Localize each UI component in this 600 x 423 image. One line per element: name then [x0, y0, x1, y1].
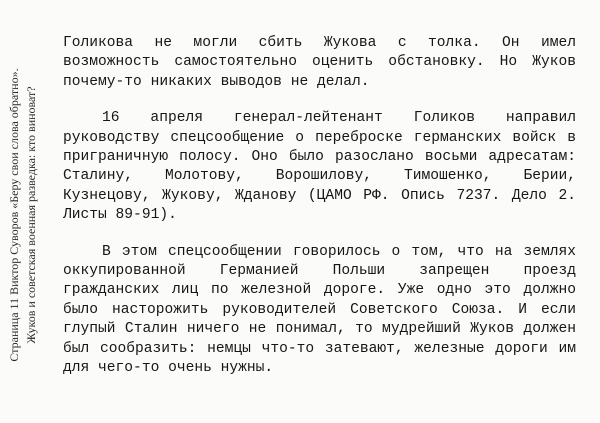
paragraph-2: 16 апреля генерал-лейтенант Голиков направил руководству спецсообщение о переброске германских войск в приграничную полосу. Оно было разослано восьми адресатам: Сталину, Молотову, Ворошилову, Тимошенко, Берии, Кузнецову, Жукову, Жданову (ЦАМО РФ. Опись 7237. Дело 2. Листы 89-91). — [63, 110, 576, 224]
running-header-line-2: Жуков и советская военная разведка: кто виноват? — [24, 86, 38, 344]
body-text — [63, 34, 576, 379]
paragraph-1: Голикова не могли сбить Жукова с толка. Он имел возможность самостоятельно оценить обстановку. Но Жуков почему-то никаких выводов не делал. — [63, 35, 576, 90]
running-header-line-1: Страница 11 Виктор Суворов «Беру свои слова обратно». — [7, 68, 21, 362]
running-header — [6, 12, 48, 418]
paragraph-3: В этом спецсообщении говорилось о том, что на землях оккупированной Германией Польши запрещен проезд гражданских лиц по железной дороге. Уже одно это должно было насторожить руководителей Советского Союза. И если глупый Сталин ничего не понимал, то мудрейший Жуков должен был сообразить: немцы что-то затевают, железные дороги им для чего-то очень нужны. — [63, 243, 576, 377]
